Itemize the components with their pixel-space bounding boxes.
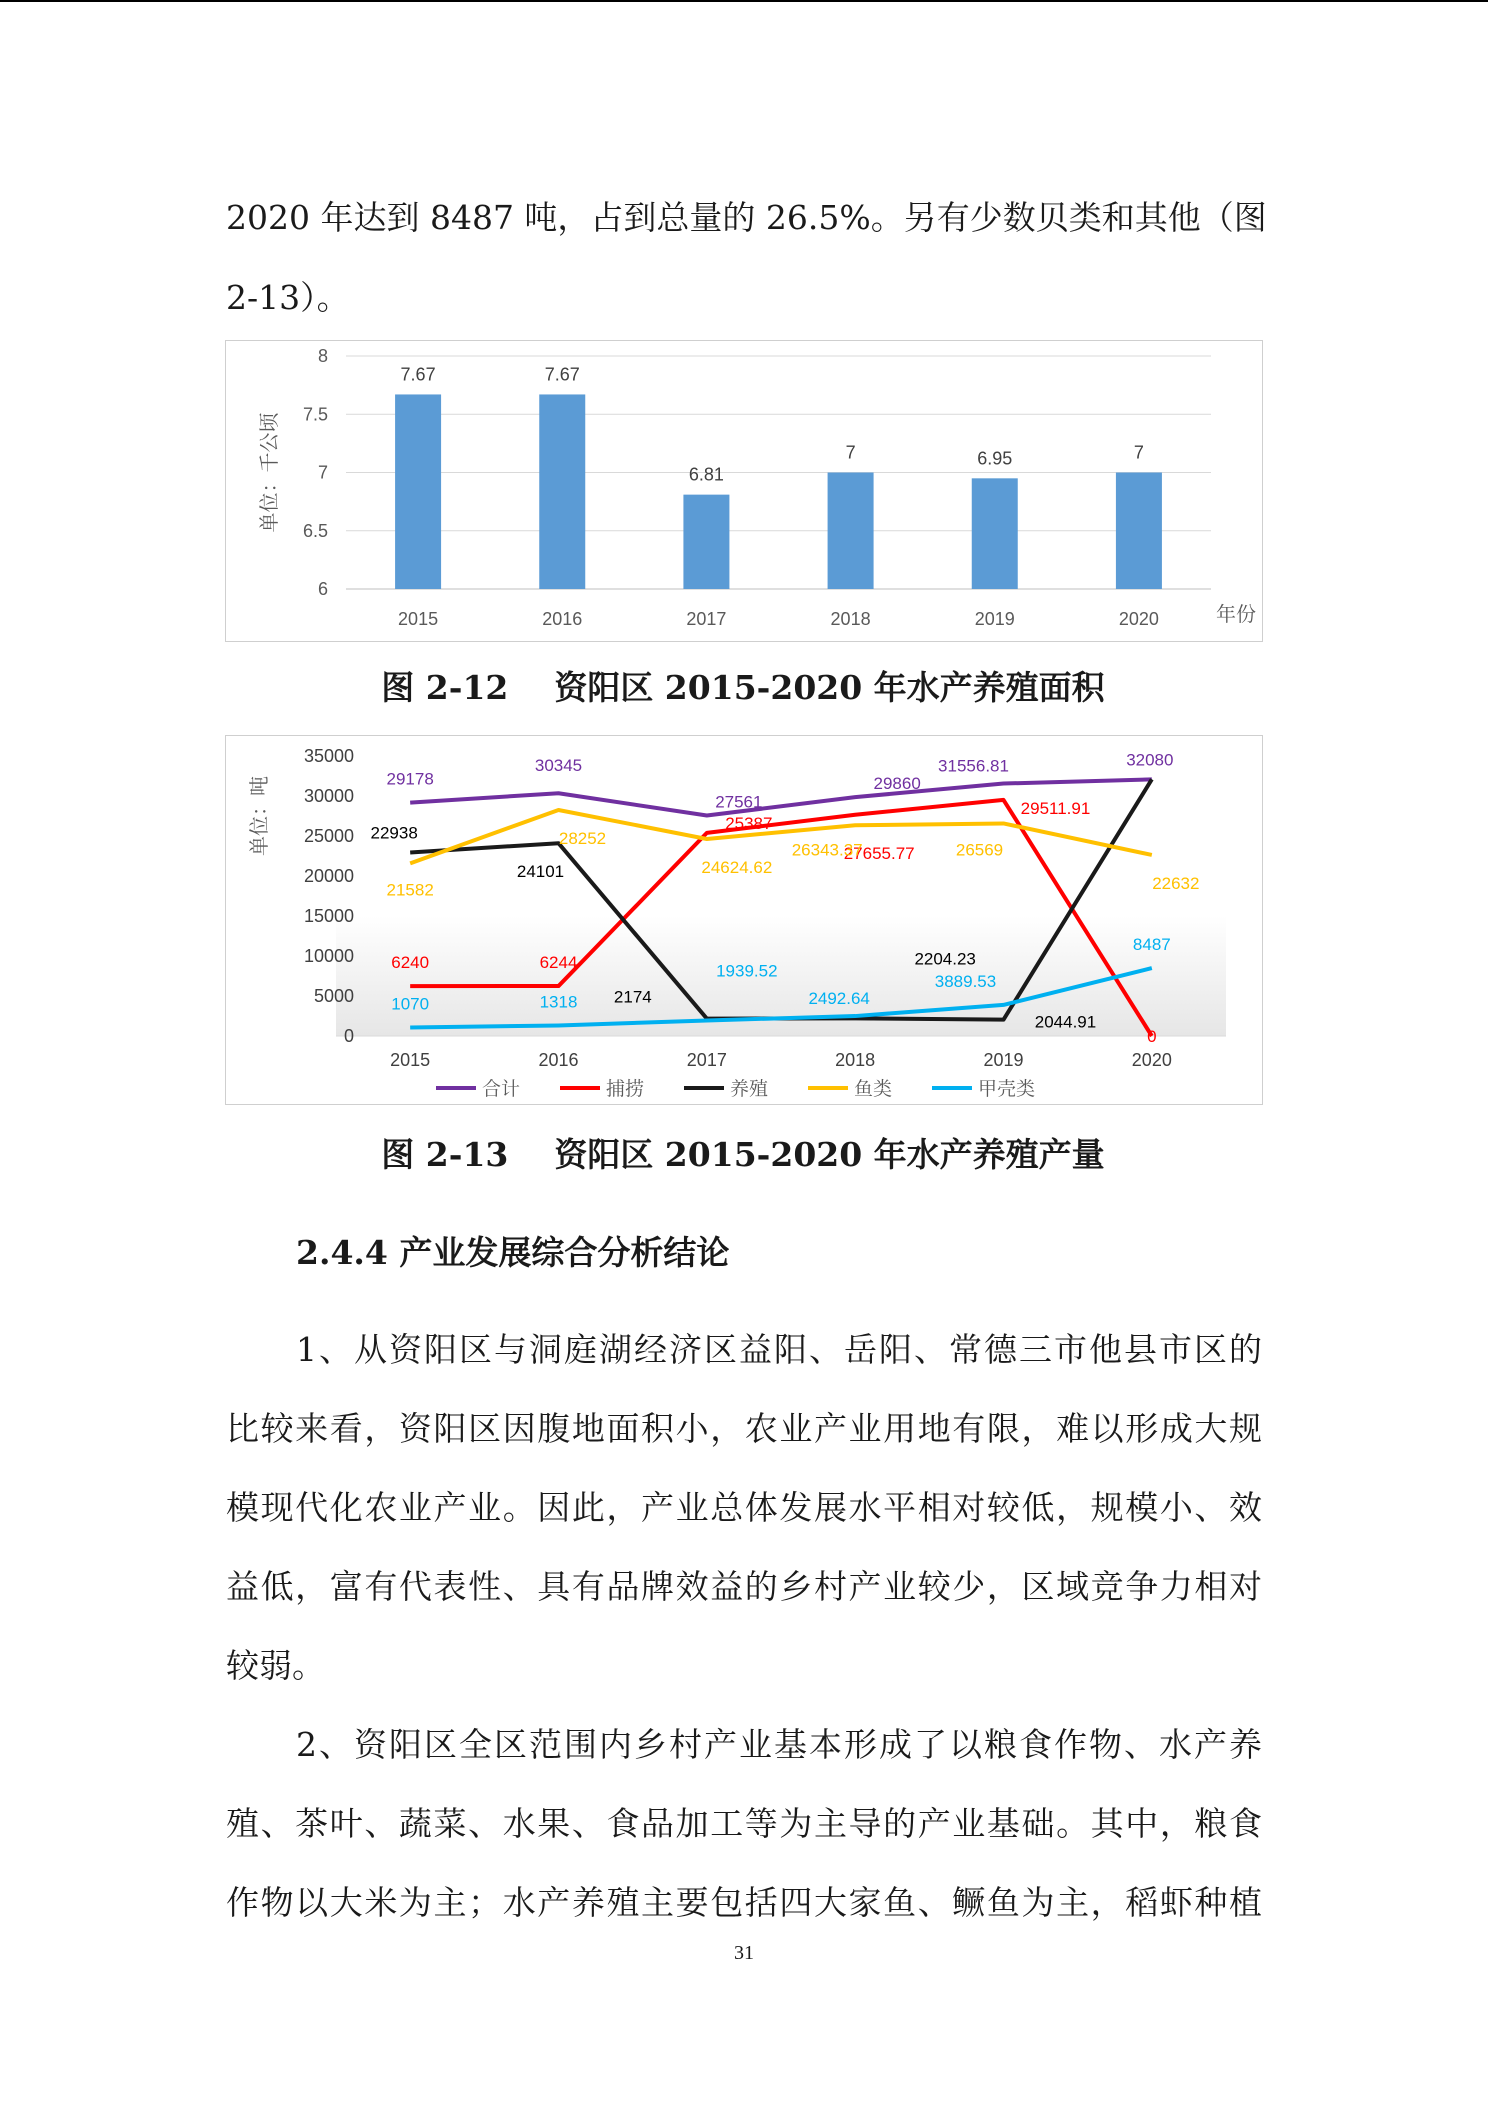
line-y-tick-label: 10000 [303, 946, 354, 966]
series-data-label: 1939.52 [716, 961, 778, 981]
legend-label: 养殖 [730, 1079, 769, 1100]
bar-y-tick-label: 7.5 [302, 404, 328, 425]
bar-y-tick-label: 8 [317, 346, 328, 366]
series-data-label: 2044.91 [1034, 1012, 1097, 1032]
bar-value-label: 7 [845, 442, 856, 463]
bar-x-tick-label: 2017 [686, 609, 727, 629]
series-data-label: 1070 [391, 994, 430, 1014]
bar-value-label: 7 [1133, 442, 1144, 463]
bar-x-tick-label: 2019 [974, 609, 1015, 629]
bar-y-tick-label: 6 [317, 579, 328, 599]
bar-value-label: 7.67 [544, 364, 580, 385]
series-data-label: 8487 [1132, 935, 1171, 955]
bar-x-tick-label: 2016 [542, 609, 583, 629]
bar-x-tick-label: 2018 [830, 609, 871, 629]
bar [683, 495, 729, 589]
legend-label: 捕捞 [606, 1079, 645, 1100]
legend-label: 合计 [482, 1079, 521, 1100]
legend-label: 鱼类 [854, 1079, 893, 1100]
line-y-axis-title: 单位：吨 [249, 776, 271, 856]
series-data-label: 32080 [1126, 750, 1174, 770]
bar [395, 394, 441, 589]
line-y-tick-label: 5000 [313, 986, 354, 1006]
bar-x-axis-title: 年份 [1216, 604, 1256, 626]
line-x-tick-label: 2020 [1131, 1050, 1172, 1070]
line-x-tick-label: 2019 [983, 1050, 1024, 1070]
series-data-label: 1318 [539, 992, 578, 1012]
line-x-tick-label: 2017 [686, 1050, 727, 1070]
bar-x-tick-label: 2015 [398, 609, 439, 629]
series-data-label: 29860 [873, 774, 921, 794]
series-data-label: 27561 [715, 792, 763, 812]
bar [1116, 473, 1162, 590]
p2-line-2: 殖、茶叶、蔬菜、水果、食品加工等为主导的产业基础。其中，粮食 [226, 1804, 1262, 1843]
bar [972, 478, 1018, 589]
p1-line-1: 1、从资阳区与洞庭湖经济区益阳、岳阳、常德三市他县市区的 [296, 1330, 1262, 1369]
area-bar-chart-svg [226, 341, 1262, 641]
series-data-label: 2204.23 [914, 949, 976, 969]
series-data-label: 0 [1147, 1027, 1157, 1046]
series-data-label: 3889.53 [934, 971, 997, 991]
series-data-label: 6240 [391, 953, 430, 973]
series-data-label: 24624.62 [701, 858, 773, 878]
line-y-tick-label: 35000 [303, 746, 354, 766]
series-data-label: 22938 [370, 823, 418, 843]
legend-label: 甲壳类 [978, 1079, 1036, 1100]
series-data-label: 25387 [725, 813, 773, 833]
bar-x-tick-label: 2020 [1118, 609, 1159, 629]
p1-line-3: 模现代化农业产业。因此，产业总体发展水平相对较低，规模小、效 [226, 1488, 1262, 1527]
bar-value-label: 6.81 [688, 464, 724, 485]
p1-line-2: 比较来看，资阳区因腹地面积小，农业产业用地有限，难以形成大规 [226, 1409, 1262, 1448]
series-data-label: 21582 [386, 880, 434, 900]
bar-y-tick-label: 7 [317, 462, 328, 483]
bar-value-label: 7.67 [400, 364, 436, 385]
bar-y-axis-title: 单位：千公顷 [259, 412, 281, 533]
series-data-label: 6244 [539, 953, 578, 973]
area-bar-chart [225, 340, 1263, 642]
p2-line-1: 2、资阳区全区范围内乡村产业基本形成了以粮食作物、水产养 [296, 1725, 1262, 1764]
p1-line-4: 益低，富有代表性、具有品牌效益的乡村产业较少，区域竞争力相对 [226, 1567, 1262, 1606]
line-y-tick-label: 30000 [303, 786, 354, 806]
series-data-label: 30345 [534, 756, 583, 776]
line-y-tick-label: 0 [343, 1026, 354, 1046]
line-y-tick-label: 20000 [303, 866, 354, 886]
series-data-label: 24101 [516, 862, 565, 882]
page-top-rule [0, 0, 1488, 2]
page-number: 31 [734, 1942, 754, 1964]
series-data-label: 22632 [1152, 873, 1200, 893]
series-data-label: 26569 [955, 840, 1004, 860]
series-data-label: 2492.64 [808, 989, 870, 1009]
bar-value-label: 6.95 [977, 448, 1013, 469]
line-x-tick-label: 2018 [835, 1050, 876, 1070]
series-data-label: 26343.37 [791, 840, 863, 860]
bar [828, 473, 874, 590]
series-data-label: 28252 [558, 828, 607, 848]
line-y-tick-label: 25000 [303, 826, 354, 846]
intro-line-2: 2-13）。 [226, 278, 350, 317]
series-data-label: 2174 [613, 987, 652, 1007]
series-data-label: 31556.81 [938, 756, 1009, 776]
series-data-label: 29178 [386, 769, 434, 789]
line-x-tick-label: 2015 [390, 1050, 431, 1070]
figure-2-12-caption: 图 2-12 资阳区 2015-2020 年水产养殖面积 [381, 668, 1105, 707]
figure-2-13-caption: 图 2-13 资阳区 2015-2020 年水产养殖产量 [381, 1135, 1105, 1174]
section-heading: 2.4.4 产业发展综合分析结论 [296, 1233, 730, 1272]
production-line-chart-svg [226, 736, 1262, 1104]
line-y-tick-label: 15000 [303, 906, 354, 926]
series-data-label: 29511.91 [1020, 798, 1091, 818]
intro-line-1: 2020 年达到 8487 吨，占到总量的 26.5%。另有少数贝类和其他（图 [226, 198, 1267, 237]
bar-y-tick-label: 6.5 [302, 520, 328, 541]
p2-line-3: 作物以大米为主；水产养殖主要包括四大家鱼、鳜鱼为主，稻虾种植 [226, 1883, 1262, 1922]
series-data-label: 27655.77 [843, 843, 915, 863]
line-x-tick-label: 2016 [538, 1050, 579, 1070]
bar [539, 394, 585, 589]
production-line-chart [225, 735, 1263, 1105]
p1-line-5: 较弱。 [226, 1646, 325, 1685]
